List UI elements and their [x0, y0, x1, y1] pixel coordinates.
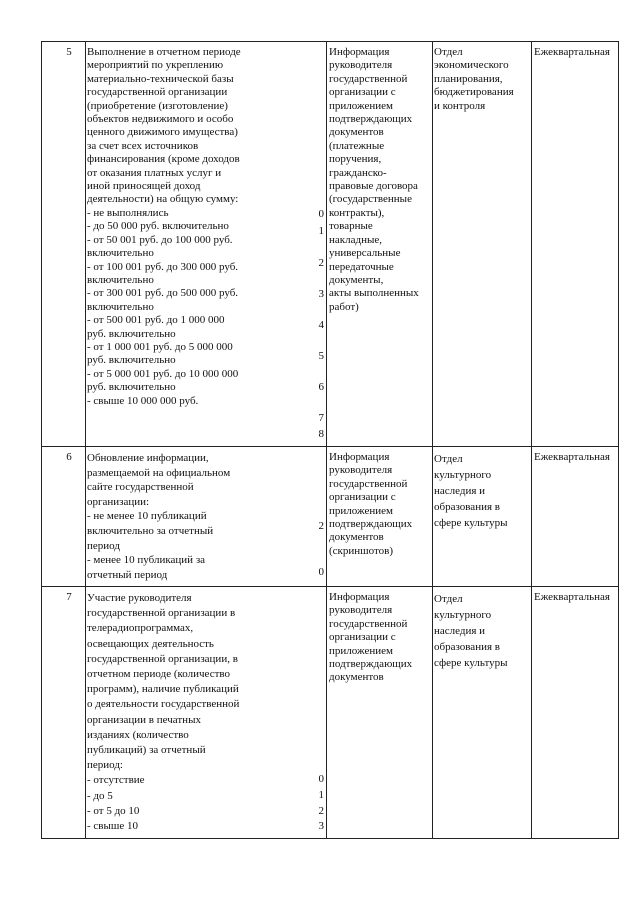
row-number: 5	[66, 46, 72, 58]
score-value: 5	[318, 350, 324, 362]
period-text: Ежеквартальная	[534, 46, 610, 58]
score-value: 8	[318, 428, 324, 440]
row-number: 7	[66, 591, 72, 603]
source-text: Информация руководителя государственной организации с приложением подтверждающих документов (платежные поручения, гражданско- правовые договора (государственные контракты), товарные накладные, универсальные передаточные документы, акты выполненных работ)	[329, 46, 419, 313]
table-row-5	[41, 41, 619, 447]
table-row-6	[41, 446, 619, 587]
score-value: 3	[318, 288, 324, 300]
criterion-text: Участие руководителя государственной организации в телерадиопрограммах, освещающих деятельность государственной организации, в отчетном периоде (количество программ), наличие публикаций о деятельности государственной организации в печатных изданиях (количество публикаций) за отчетный период: - отсутствие - до 5 - от 5 до 10 - свыше 10	[87, 592, 240, 833]
source-text: Информация руководителя государственной организации с приложением подтверждающих документов	[329, 591, 413, 684]
score-value: 4	[318, 319, 324, 331]
department-text: Отдел экономического планирования, бюджетирования и контроля	[434, 46, 514, 112]
department-text: Отдел культурного наследия и образования в сфере культуры	[434, 593, 508, 669]
department-text: Отдел культурного наследия и образования в сфере культуры	[434, 453, 508, 529]
score-value: 7	[318, 412, 324, 424]
criterion-text: Обновление информации, размещаемой на официальном сайте государственной организации: - не менее 10 публикаций включительно за отчетный период - менее 10 публикаций за отчетный период	[87, 452, 231, 581]
score-value: 2	[318, 805, 324, 817]
score-value: 0	[318, 208, 324, 220]
row-number: 6	[66, 451, 72, 463]
score-value: 2	[318, 520, 324, 532]
score-value: 1	[318, 225, 324, 237]
period-text: Ежеквартальная	[534, 591, 610, 603]
source-text: Информация руководителя государственной организации с приложением подтверждающих документов (скриншотов)	[329, 451, 413, 557]
score-value: 2	[318, 257, 324, 269]
score-value: 0	[318, 566, 324, 578]
score-value: 6	[318, 381, 324, 393]
period-text: Ежеквартальная	[534, 451, 610, 463]
score-value: 1	[318, 789, 324, 801]
score-value: 3	[318, 820, 324, 832]
score-value: 0	[318, 773, 324, 785]
criterion-text: Выполнение в отчетном периоде мероприятий по укреплению материально-технической базы государственной организации (приобретение (изготовление) объектов недвижимого и особо ценного движимого имущества) за счет всех источников финансирования (кроме доходов от оказания платных услуг и иной приносящей доход деятельности) на общую сумму: - не выполнялись - до 50 000 руб. включительно - от 50 001 руб. до 100 000 руб. включительно - от 100 001 руб. до 300 000 руб. включительно - от 300 001 руб. до 500 000 руб. включительно - от 500 001 руб. до 1 000 000 руб. включительно - от 1 000 001 руб. до 5 000 000 руб. включительно - от 5 000 001 руб. до 10 000 000 руб. включительно - свыше 10 000 000 руб.	[87, 46, 241, 407]
table-row-7	[41, 586, 619, 839]
